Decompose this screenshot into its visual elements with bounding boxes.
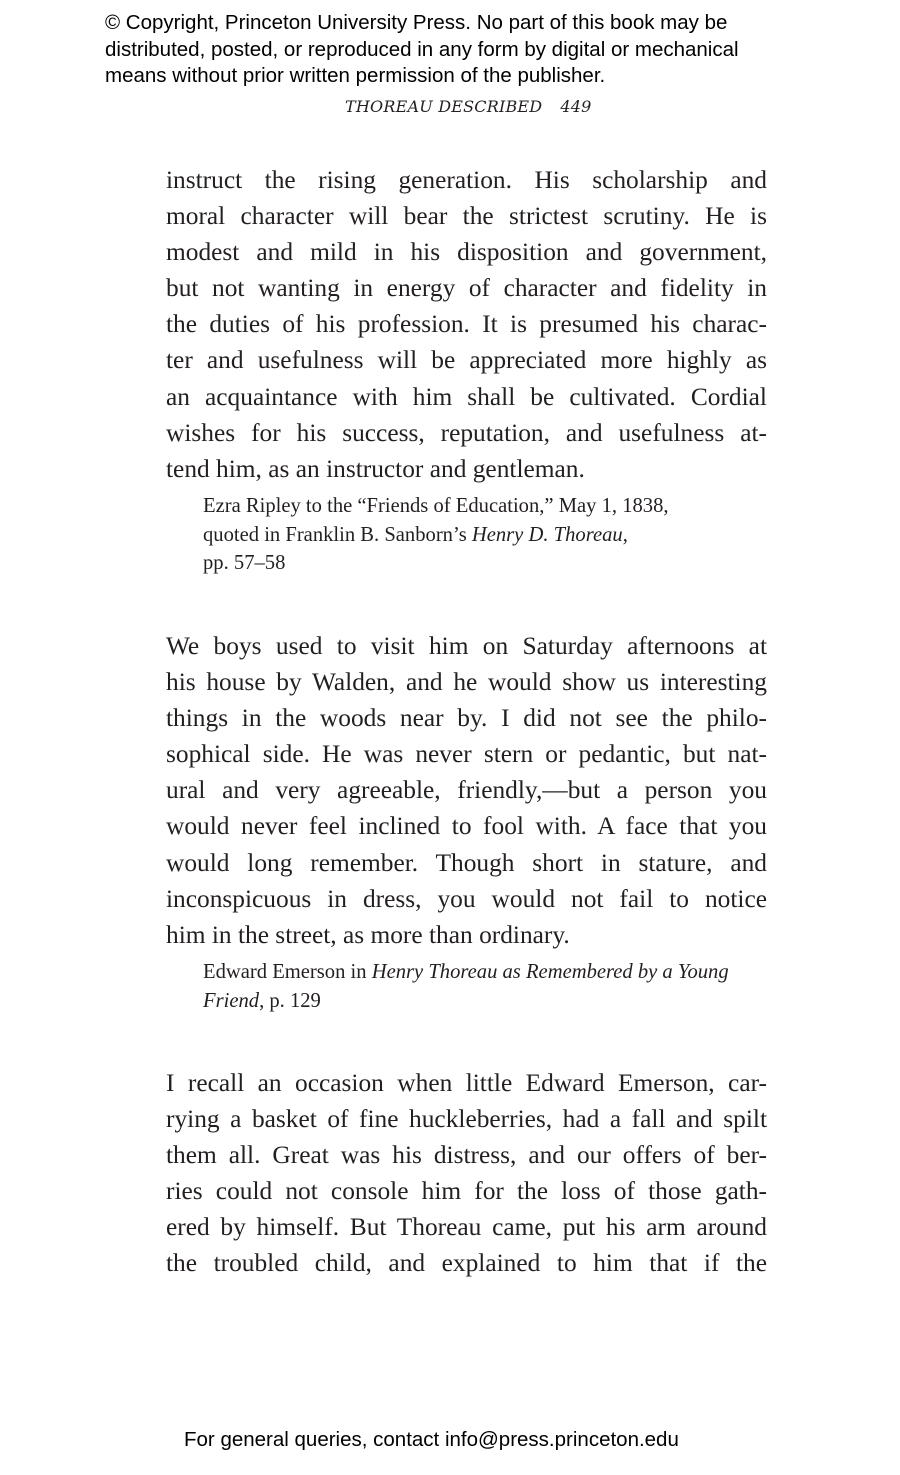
passage-huckleberries-text: [166, 1065, 767, 1282]
attribution-line: [203, 987, 768, 1016]
book-title: Henry Thoreau as Remembered by a Young: [371, 961, 729, 983]
attribution-line: Ezra Ripley to the “Friends of Education,” May 1, 1838,: [203, 495, 669, 517]
text-line: ered by himself. But Thoreau came, put his arm around: [166, 1213, 767, 1242]
text-line: the duties of his profession. It is presumed his charac-: [166, 310, 767, 339]
text-line: rying a basket of fine huckleberries, had a fall and spilt: [166, 1105, 767, 1134]
text-line: them all. Great was his distress, and our offers of ber-: [166, 1141, 767, 1170]
attribution-text: Edward Emerson in: [203, 961, 372, 983]
text-line: an acquaintance with him shall be cultivated. Cordial: [166, 382, 767, 411]
text-line: things in the woods near by. I did not see the philo-: [166, 704, 767, 733]
text-line: him in the street, as more than ordinary.: [166, 920, 570, 949]
attribution-text: ,: [622, 523, 628, 546]
running-head-title: THOREAU DESCRIBED: [345, 97, 543, 116]
text-line: but not wanting in energy of character and fidelity in: [166, 274, 767, 303]
footer-contact: For general queries, contact info@press.princeton.edu: [184, 1428, 679, 1451]
running-head: [345, 97, 591, 116]
passage-ripley-text: [166, 162, 767, 487]
text-line: ries could not console him for the loss of those gath-: [166, 1177, 767, 1206]
text-line: his house by Walden, and he would show us interesting: [166, 668, 767, 697]
attribution-emerson: [203, 958, 768, 1015]
text-line: modest and mild in his disposition and government,: [166, 238, 767, 267]
attribution-line: [203, 521, 768, 550]
copyright-line: means without prior written permission of the publisher.: [105, 64, 606, 87]
text-line: inconspicuous in dress, you would not fail to notice: [166, 884, 767, 913]
copyright-line: distributed, posted, or reproduced in any form by digital or mechanical: [105, 37, 739, 61]
book-title: Henry D. Thoreau: [471, 523, 623, 546]
text-line: sophical side. He was never stern or pedantic, but nat-: [166, 740, 767, 769]
attribution-ripley: [203, 492, 768, 578]
text-line: ter and usefulness will be appreciated more highly as: [166, 346, 767, 375]
attribution-text: quoted in Franklin B. Sanborn’s: [203, 523, 472, 546]
book-title: Friend: [203, 989, 260, 1012]
text-line: wishes for his success, reputation, and usefulness at-: [166, 418, 767, 447]
text-line: moral character will bear the strictest scrutiny. He is: [166, 202, 767, 231]
text-line: instruct the rising generation. His scholarship and: [166, 166, 767, 194]
text-line: We boys used to visit him on Saturday afternoons at: [166, 632, 767, 660]
text-line: I recall an occasion when little Edward Emerson, car-: [166, 1069, 767, 1097]
text-line: the troubled child, and explained to him that if the: [166, 1249, 767, 1278]
text-line: tend him, as an instructor and gentleman.: [166, 454, 585, 483]
page-number: 449: [560, 97, 592, 116]
text-line: would long remember. Though short in stature, and: [166, 848, 767, 877]
text-line: ural and very agreeable, friendly,—but a person you: [166, 776, 767, 805]
copyright-line: © Copyright, Princeton University Press. No part of this book may be: [105, 11, 728, 34]
text-line: would never feel inclined to fool with. A face that you: [166, 812, 767, 841]
attribution-line: pp. 57–58: [203, 552, 286, 575]
attribution-line: [203, 958, 768, 987]
copyright-notice: [105, 10, 885, 90]
attribution-text: , p. 129: [259, 989, 321, 1012]
passage-emerson-text: [166, 628, 767, 953]
